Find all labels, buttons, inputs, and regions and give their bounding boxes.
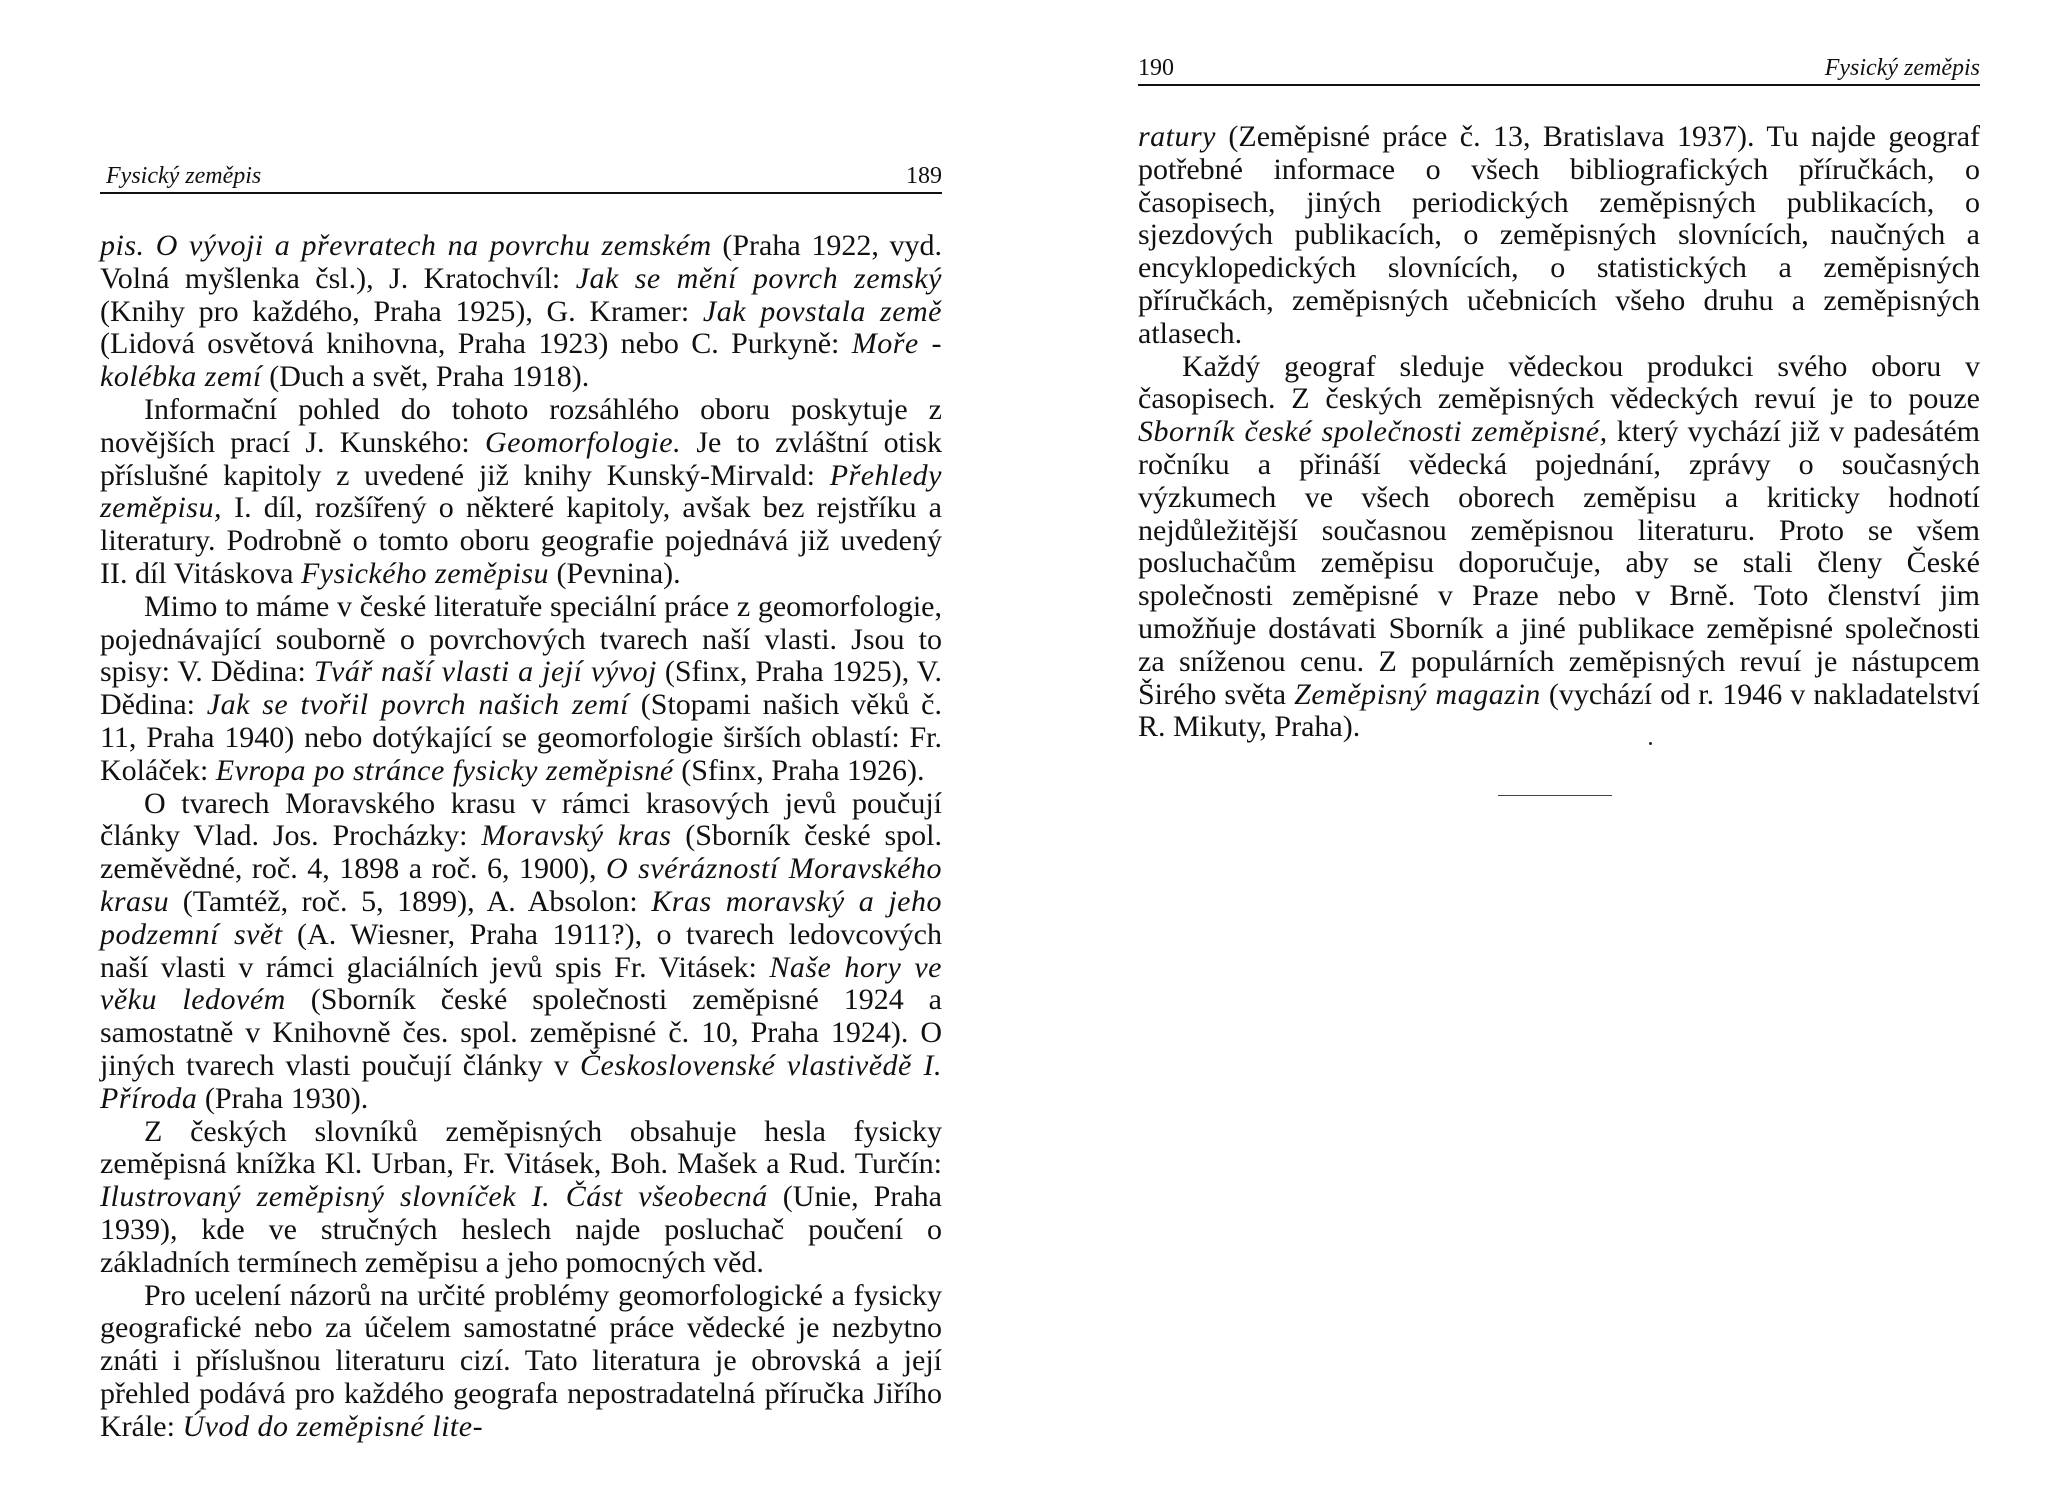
- text-segment: Pro ucelení názorů na určité problémy geomorfologické a fysicky geografické nebo za účelem samostatné práce vědecké je nezbytno znáti i příslušnou literaturu cizí. Tato literatura je obrovská a její přehled podává pro každého geografa nepostradatelná příručka Jiřího Krále:: [100, 1278, 942, 1443]
- text-segment: (vychází od r. 1946 v nakladatelství R. Mikuty, Praha).: [1138, 677, 1981, 744]
- text-segment: (Sfinx, Praha 1925), V. Dědina:: [100, 655, 942, 722]
- text-segment: (Stopami našich věků č. 11, Praha 1940) nebo dotýkající se geomorfologie širších oblastí: Fr. Koláček:: [100, 688, 942, 787]
- italic-title-segment: Úvod do zeměpisné lite-: [182, 1409, 484, 1443]
- italic-title-segment: Jak povstala země: [702, 294, 942, 328]
- text-segment: Je to zvláštní otisk příslušné kapitoly z uvedené již knihy Kunský-Mirvald:: [100, 425, 942, 492]
- italic-title-segment: Geomorfologie.: [484, 425, 682, 459]
- italic-title-segment: Ilustrovaný zeměpisný slovníček I. Část všeobecná: [100, 1180, 768, 1214]
- left-page: [100, 0, 942, 1500]
- text-segment: (A. Wiesner, Praha 1911?), o tvarech ledovcových naší vlasti v rámci glaciálních jevů spis Fr. Vitásek:: [100, 917, 942, 984]
- paragraph: [100, 591, 942, 788]
- text-segment: O tvarech Moravského krasu v rámci krasových jevů poučují články Vlad. Jos. Procházky:: [100, 786, 942, 853]
- right-page-header: [1138, 52, 1980, 86]
- italic-title-segment: pis.: [100, 229, 156, 262]
- paragraph: [100, 788, 942, 1116]
- text-segment: (Tamtéž, roč. 5, 1899), A. Absolon:: [169, 884, 652, 918]
- text-segment: Každý geograf sleduje vědeckou produkci svého oboru v časopisech. Z českých zeměpisných vědeckých revuí je to pouze: [1138, 349, 1980, 416]
- italic-title-segment: Evropa po stránce fysicky zeměpisné: [215, 753, 674, 787]
- text-segment: (Praha 1930).: [197, 1081, 369, 1115]
- left-page-body: [100, 230, 942, 1443]
- italic-title-segment: Jak se tvořil povrch našich zemí: [206, 688, 629, 722]
- italic-title-segment: O svérázností Moravského krasu: [100, 852, 942, 918]
- right-page-body: [1138, 121, 1980, 744]
- italic-title-segment: Naše hory ve věku ledovém: [100, 950, 942, 1017]
- italic-title-segment: Kras moravský a jeho podzemní svět: [100, 884, 942, 951]
- right-page: [1138, 0, 1980, 1500]
- italic-title-segment: ratury: [1138, 120, 1216, 153]
- ink-dot: [1649, 742, 1652, 745]
- text-segment: (Sfinx, Praha 1926).: [673, 753, 925, 787]
- italic-title-segment: Sborník české společnosti zeměpisné,: [1138, 415, 1608, 449]
- text-segment: (Praha 1922, vyd. Volná myšlenka čsl.), J. Kratochvíl:: [100, 229, 943, 295]
- italic-title-segment: Přehledy zeměpisu,: [100, 458, 942, 525]
- italic-title-segment: Tvář naší vlasti a její vývoj: [313, 655, 657, 689]
- page-number: 189: [906, 163, 942, 189]
- italic-title-segment: Československé vlastivědě I. Příroda: [100, 1048, 942, 1115]
- italic-title-segment: Moře - kolébka zemí: [100, 327, 942, 394]
- paragraph: [1138, 121, 1980, 351]
- italic-title-segment: Fysického zeměpisu: [300, 556, 550, 590]
- running-title: Fysický zeměpis: [106, 163, 262, 189]
- paragraph: [100, 1116, 942, 1280]
- text-segment: (Knihy pro každého, Praha 1925), G. Kramer:: [100, 294, 703, 328]
- paragraph: [100, 394, 942, 591]
- page-number: 190: [1138, 55, 1174, 81]
- text-segment: I. díl, rozšířený o některé kapitoly, avšak bez rejstříku a literatury. Podrobně o tomto oboru geografie pojednává již uvedený II. díl Vitáskova: [100, 491, 942, 590]
- text-segment: (Zeměpisné práce č. 13, Bratislava 1937). Tu najde geograf potřebné informace o všech bibliografických příručkách, o časopisech, jiných periodických zeměpisných publikacích, o sjezdových publikacích, o zeměpisných slovnících, naučných a encyklopedických slovnících, o statistických a zeměpisných příručkách, zeměpisných učebnicích všeho druhu a zeměpisných atlasech.: [1138, 120, 1980, 350]
- text-segment: (Duch a svět, Praha 1918).: [261, 360, 590, 394]
- text-segment: Mimo to máme v české literatuře speciální práce z geomorfologie, pojednávající souborně o povrchových tvarech naší vlasti. Jsou to spisy: V. Dědina:: [100, 589, 942, 689]
- text-segment: Informační pohled do tohoto rozsáhlého oboru poskytuje z novějších prací J. Kunského:: [100, 392, 942, 459]
- running-title: Fysický zeměpis: [1824, 55, 1980, 81]
- italic-title-segment: Jak se mění povrch zemský: [575, 261, 942, 295]
- text-segment: (Unie, Praha 1939), kde ve stručných heslech najde posluchač poučení o základních termínech zeměpisu a jeho pomocných věd.: [100, 1180, 942, 1279]
- text-segment: Z českých slovníků zeměpisných obsahuje hesla fysicky zeměpisná knížka Kl. Urban, Fr. Vitásek, Boh. Mašek a Rud. Turčín:: [100, 1114, 942, 1181]
- paragraph: [100, 1280, 942, 1444]
- text-segment: (Pevnina).: [549, 556, 681, 590]
- italic-title-segment: O vývoji a převratech na povrchu zemském: [155, 229, 712, 262]
- text-segment: (Lidová osvětová knihovna, Praha 1923) nebo C. Purkyně:: [100, 327, 852, 361]
- italic-title-segment: Moravský kras: [481, 819, 672, 853]
- end-ornament-rule: [1498, 795, 1612, 798]
- text-segment: (Sborník české společnosti zeměpisné 1924 a samostatně v Knihovně čes. spol. zeměpisné č. 10, Praha 1924). O jiných tvarech vlasti poučují články v: [100, 983, 942, 1082]
- text-segment: který vychází již v padesátém ročníku a přináší vědecká pojednání, zprávy o současných výzkumech ve všech oborech zeměpisu a kriticky hodnotí nejdůležitější současnou zeměpisnou literaturu. Proto se všem posluchačům zeměpisu doporučuje, aby se stali členy České společnosti zeměpisné v Praze nebo v Brně. Toto členství jim umožňuje dostávati Sborník a jiné publikace zeměpisné společnosti za sníženou cenu. Z populárních zeměpisných revuí je nástupcem Širého světa: [1138, 415, 1981, 711]
- paragraph: [100, 230, 942, 394]
- paragraph: [1138, 351, 1980, 745]
- text-segment: (Sborník české spol. zeměvědné, roč. 4, 1898 a roč. 6, 1900),: [100, 819, 942, 886]
- left-page-header: [100, 160, 942, 194]
- italic-title-segment: Zeměpisný magazin: [1294, 677, 1541, 711]
